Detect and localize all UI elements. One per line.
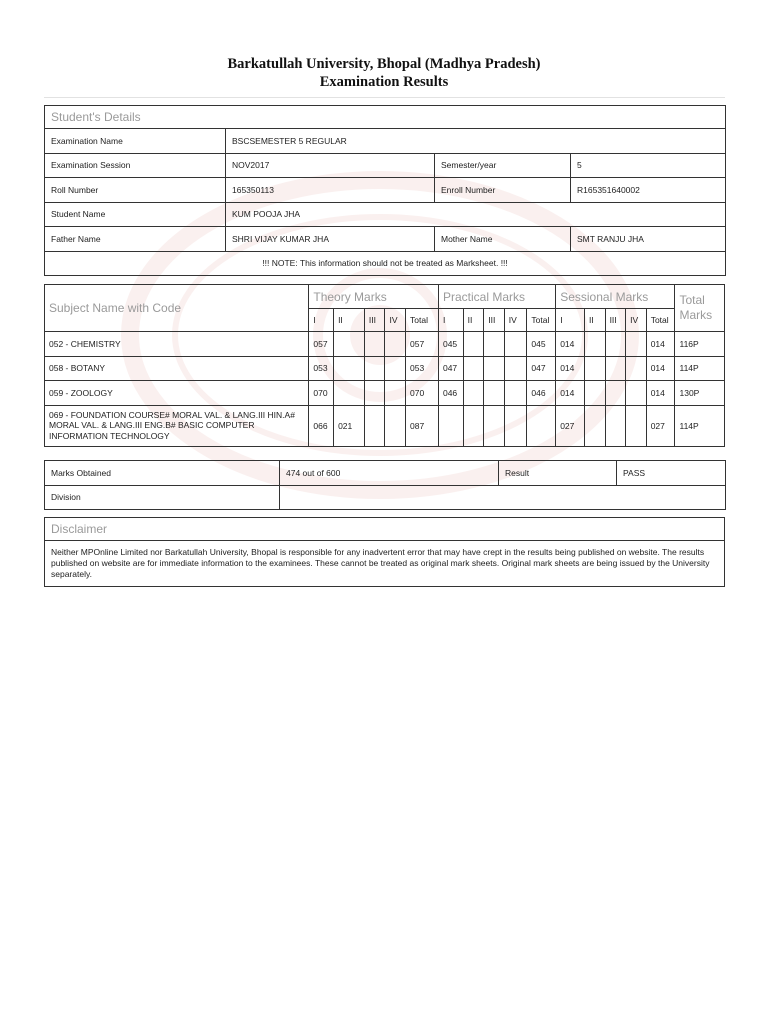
practical-1 [438,405,463,446]
mother-name-value: SMT RANJU JHA [571,227,726,252]
sessional-col-total: Total [646,309,675,332]
exam-name-label: Examination Name [45,129,226,154]
sessional-2 [585,356,606,381]
sessional-1: 014 [556,332,585,357]
row-total-marks: 114P [675,356,725,381]
total-marks-header: Total Marks [675,285,725,332]
sessional-total: 014 [646,381,675,406]
practical-1: 045 [438,332,463,357]
theory-col-4: IV [385,309,406,332]
division-value [280,485,726,510]
sessional-4 [626,381,647,406]
table-row [45,405,725,446]
result-summary-table [44,460,726,510]
practical-2 [463,381,484,406]
enroll-value: R165351640002 [571,178,726,203]
page-title: Examination Results [319,74,449,90]
subject-header: Subject Name with Code [45,285,309,332]
sessional-3 [605,356,626,381]
semester-label: Semester/year [435,153,571,178]
practical-2 [463,356,484,381]
table-row [45,381,725,406]
practical-total: 045 [527,332,556,357]
sessional-1: 014 [556,381,585,406]
mother-name-label: Mother Name [435,227,571,252]
session-value: NOV2017 [226,153,435,178]
practical-3 [484,381,505,406]
sessional-col-4: IV [626,309,647,332]
sessional-header: Sessional Marks [556,285,675,309]
theory-3 [364,356,385,381]
page-header [0,55,768,91]
practical-4 [504,381,527,406]
practical-col-total: Total [527,309,556,332]
theory-3 [364,381,385,406]
disclaimer-text: Neither MPOnline Limited nor Barkatullah University, Bhopal is responsible for any inadvertent error that may have crept in the results being published on website. The results published on website are for immediate information to the examinees. These cannot be treated as original mark sheets. Original mark sheets are being issued by the University separately. [45,541,725,587]
table-row [45,332,725,357]
practical-total: 046 [527,381,556,406]
sessional-col-1: I [556,309,585,332]
practical-3 [484,332,505,357]
sessional-4 [626,356,647,381]
sessional-2 [585,332,606,357]
roll-label: Roll Number [45,178,226,203]
enroll-label: Enroll Number [435,178,571,203]
theory-2 [334,332,365,357]
sessional-4 [626,405,647,446]
theory-1: 053 [309,356,334,381]
marks-obtained-value: 474 out of 600 [280,461,499,486]
theory-total: 087 [406,405,439,446]
sessional-col-2: II [585,309,606,332]
session-label: Examination Session [45,153,226,178]
subject-name: 052 - CHEMISTRY [45,332,309,357]
sessional-4 [626,332,647,357]
sessional-2 [585,405,606,446]
theory-3 [364,405,385,446]
practical-header: Practical Marks [438,285,555,309]
practical-col-2: II [463,309,484,332]
practical-1: 047 [438,356,463,381]
sessional-total: 027 [646,405,675,446]
practical-total [527,405,556,446]
practical-col-3: III [484,309,505,332]
student-name-label: Student Name [45,202,226,227]
row-total-marks: 114P [675,405,725,446]
theory-4 [385,332,406,357]
sessional-1: 027 [556,405,585,446]
disclaimer-title: Disclaimer [45,518,725,541]
roll-value: 165350113 [226,178,435,203]
theory-4 [385,356,406,381]
theory-2 [334,356,365,381]
practical-1: 046 [438,381,463,406]
sessional-3 [605,381,626,406]
practical-4 [504,356,527,381]
theory-total: 070 [406,381,439,406]
practical-col-1: I [438,309,463,332]
theory-4 [385,405,406,446]
theory-2 [334,381,365,406]
practical-3 [484,405,505,446]
theory-1: 066 [309,405,334,446]
marks-table [44,284,725,447]
result-value: PASS [617,461,726,486]
theory-total: 053 [406,356,439,381]
division-label: Division [45,485,280,510]
theory-col-2: II [334,309,365,332]
theory-3 [364,332,385,357]
practical-col-4: IV [504,309,527,332]
theory-1: 057 [309,332,334,357]
subject-name: 059 - ZOOLOGY [45,381,309,406]
practical-total: 047 [527,356,556,381]
theory-total: 057 [406,332,439,357]
practical-2 [463,332,484,357]
theory-2: 021 [334,405,365,446]
subject-name: 058 - BOTANY [45,356,309,381]
sessional-2 [585,381,606,406]
student-name-value: KUM POOJA JHA [226,202,726,227]
marks-obtained-label: Marks Obtained [45,461,280,486]
theory-col-total: Total [406,309,439,332]
sessional-3 [605,405,626,446]
theory-4 [385,381,406,406]
subject-name: 069 - FOUNDATION COURSE# MORAL VAL. & LANG.III HIN.A# MORAL VAL. & LANG.III ENG.B# BASIC COMPUTER INFORMATION TECHNOLOGY [45,405,309,446]
header-divider [44,97,725,98]
father-name-label: Father Name [45,227,226,252]
row-total-marks: 116P [675,332,725,357]
practical-2 [463,405,484,446]
table-row [45,356,725,381]
practical-3 [484,356,505,381]
sessional-1: 014 [556,356,585,381]
student-details-table [44,105,726,276]
student-details-title: Student's Details [45,106,726,129]
sessional-3 [605,332,626,357]
university-title: Barkatullah University, Bhopal (Madhya Pradesh) [227,56,541,72]
practical-4 [504,332,527,357]
sessional-total: 014 [646,356,675,381]
theory-1: 070 [309,381,334,406]
theory-header: Theory Marks [309,285,439,309]
father-name-value: SHRI VIJAY KUMAR JHA [226,227,435,252]
practical-4 [504,405,527,446]
semester-value: 5 [571,153,726,178]
exam-name-value: BSCSEMESTER 5 REGULAR [226,129,726,154]
result-label: Result [499,461,617,486]
sessional-total: 014 [646,332,675,357]
theory-col-1: I [309,309,334,332]
row-total-marks: 130P [675,381,725,406]
theory-col-3: III [364,309,385,332]
disclaimer-table [44,517,725,587]
sessional-col-3: III [605,309,626,332]
marksheet-note: !!! NOTE: This information should not be treated as Marksheet. !!! [45,251,726,276]
